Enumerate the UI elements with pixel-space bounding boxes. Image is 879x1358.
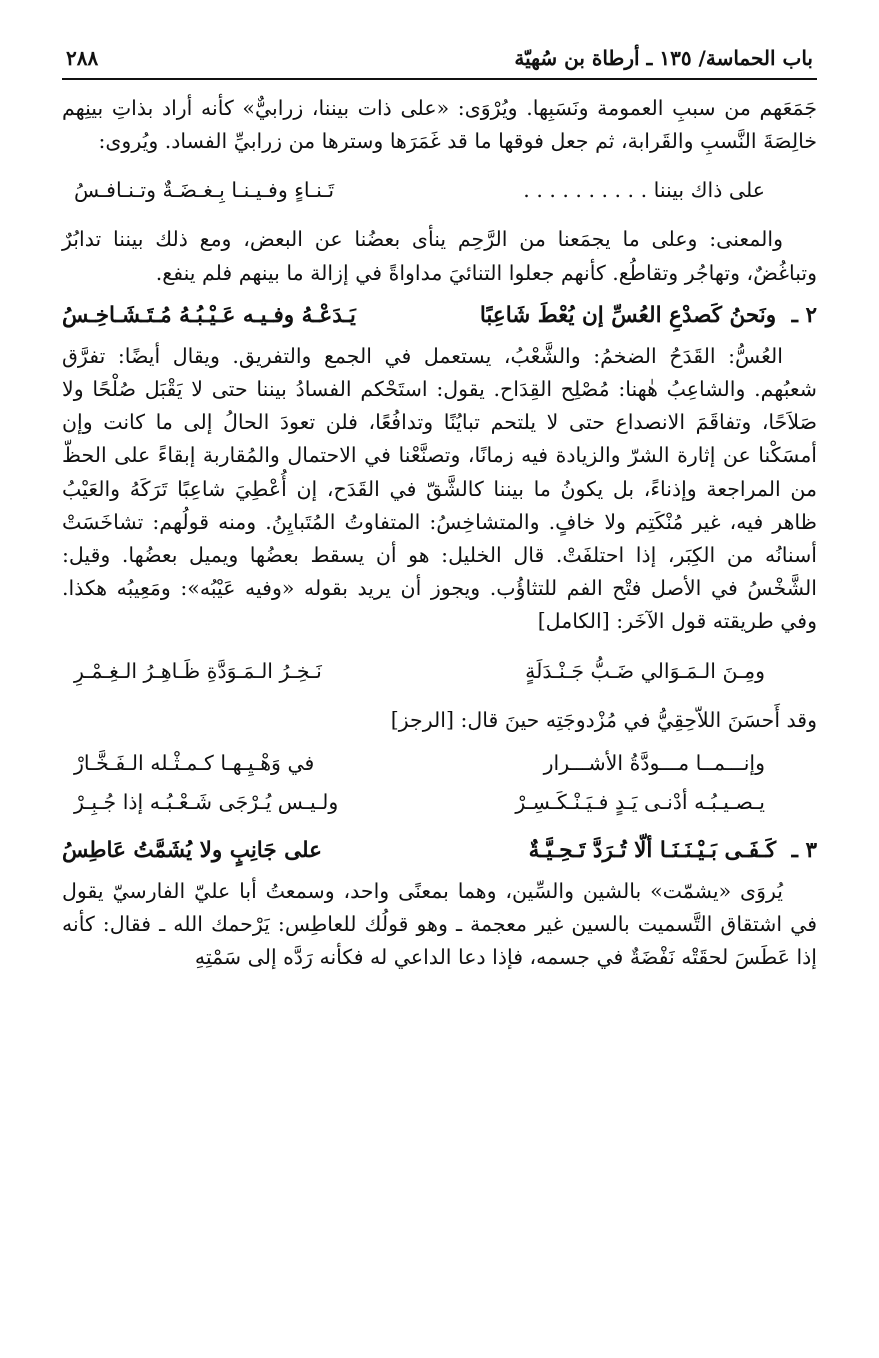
paragraph-3: العُسُّ: القَدَحُ الضخمُ: والشَّعْبُ، يستعمل في الجمع والتفريق. ويقال أيضًا: تفرَّق شعبُهم. والشاعِبُ هٰهنا: مُصْلِح القِدَاح. يقول: استَحْكم الفسادُ بيننا حتى لا يَقْبَل صُلْحًا ولا صَلاَحًا، وتفاقَمَ الانصداع حتى لا يلتحم تبايُنًا وتدافُعًا، فلن تعودَ الحالُ إلى ما كانت وإن أمسَكْنا عن إثارة الشرّ والزيادة فيه زمانًا، وتصنَّعْنا في الاحتمال والمُقاربة إبقاءً على الحظّ من المراجعة وإذناءً، بل يكونُ ما بيننا كالشَّقّ في القَدَح، إن أُعْطِيَ شاعِبًا تَرَكَهُ والعَيْبُ ظاهر فيه، غير مُنْكَتِم ولا خافٍ. والمتشاخِسُ: المتفاوتُ المُتَبايِنُ. ومنه قولُهم: تشاخَسَتْ أسنانُه من الكِبَر، إذا احتلفَتْ. قال الخليل: هو أن يسقط بعضُها ويميل بعضُها. وقيل: الشَّخْسُ في الأصل فتْح الفم للتثاؤُب. ويجوز أن يريد بقوله «وفيه عَيْبُه»: ومَعِيبُه هكذا. وفي طريقته قول الآخَر: [الكامل] — [62, 343, 817, 634]
main-verse-3-second-hemistich: على جَانِبٍ ولا يُشَمَّتُ عَاطِسُ — [62, 837, 322, 863]
verse-2-second-hemistich: نَـخِـرُ الـمَـوَدَّةِ ظَـاهِـرُ الـغِـمْـرِ — [74, 658, 322, 683]
main-verse-2-number: ٢ ـ — [791, 302, 817, 328]
paragraph-1: جَمَعَهم من سببِ العمومة ونَسَبِها. ويُرْوَى: «على ذات بيننا، زرابيٌّ» كأنه أراد بذاتِ بينِهم خالِصَةَ النَّسبِ والقَرابة، ثم جعل فوقها ما قد غَمَرَها وسترها من زرابيِّ الفساد. ويُروى: — [62, 96, 817, 154]
paragraph-4: وقد أَحسَنَ اللاّحِقِيُّ في مُزْدوجَتِه حينَ قال: [الرجز] — [390, 707, 817, 732]
main-verse-2-first-hemistich: ونَحنُ كَصدْعِ العُسِّ إن يُعْطَ شَاعِبًا — [479, 302, 777, 328]
verse-1-second-hemistich: تَـنـاءٍ وفـيـنـا بِـغـضَـةٌ وتـنـافـسُ — [74, 178, 335, 203]
main-verse-3-first-hemistich: كَـفَـى بَـيْـنَـنَـا ألّا تُـرَدَّ تَـحِـيَّـةٌ — [528, 837, 777, 863]
main-verse-3 — [62, 833, 817, 869]
main-verse-2-second-hemistich: يَـدَعْـهُ وفـيـه عَـيْـبُـهُ مُـتَـشَـاخِـسُ — [62, 302, 356, 328]
main-verse-2-first-part — [480, 298, 817, 334]
verse-1-first-hemistich: على ذاك بيننا . . . . . . . . . . — [523, 178, 765, 203]
main-verse-3-number: ٣ ـ — [791, 837, 817, 863]
main-verse-3-first-part — [529, 833, 817, 869]
verse-4-second-hemistich: ولـيـس يُـرْجَى شَـعْـبُـه إذا جُـبِـرْ — [74, 789, 339, 814]
verse-line-3 — [62, 745, 817, 782]
verse-3-second-hemistich: في وَهْـيِـهـا كـمـثْـله الـفَـخَّـارْ — [74, 750, 315, 775]
header-rule — [62, 78, 817, 80]
verse-line-2 — [62, 653, 817, 690]
verse-line-4 — [62, 784, 817, 821]
page-header — [62, 44, 817, 78]
paragraph-5: يُروَى «يشمّت» بالشين والسِّين، وهما بمعنًى واحد، وسمعتُ أبا عليّ الفارسيّ يقول في اشتقاق التَّسميت بالسين غير معجمة ـ وهو قولُك للعاطِس: يَرْحمك الله ـ فقال: كأنه إذا عَطَسَ لحقَتْه نَفْضَةٌ في جسمه، فإذا دعا الداعي له فكأنه رَدَّه إلى سَمْتِهِ — [62, 878, 817, 970]
verse-4-first-hemistich: يـصـيـبُـه أدْنـى يَـدٍ فـيَـنْـكَـسِـرْ — [515, 789, 765, 814]
paragraph-2: والمعنى: وعلى ما يجمَعنا من الرَّحِم ينأى بعضُنا عن البعض، ومع ذلك بيننا تدابُرٌ وتباغُضٌ، وتهاجُر وتقاطُع. كأنهم جعلوا التنائيَ مداواةً في إزالة ما بينهم فلم ينفع. — [62, 227, 817, 285]
verse-3-first-hemistich: وإنـــمــا مـــودَّةُ الأشـــرار — [543, 750, 765, 775]
verse-line-1 — [62, 172, 817, 209]
page-number: ٢٨٨ — [66, 46, 99, 70]
running-title: باب الحماسة/ ١٣٥ ـ أرطاة بن سُهيّة — [514, 46, 813, 70]
verse-2-first-hemistich: ومِـنَ الـمَـوَالي ضَـبُّ جَـنْـدَلَةٍ — [525, 658, 765, 683]
main-verse-2 — [62, 298, 817, 334]
